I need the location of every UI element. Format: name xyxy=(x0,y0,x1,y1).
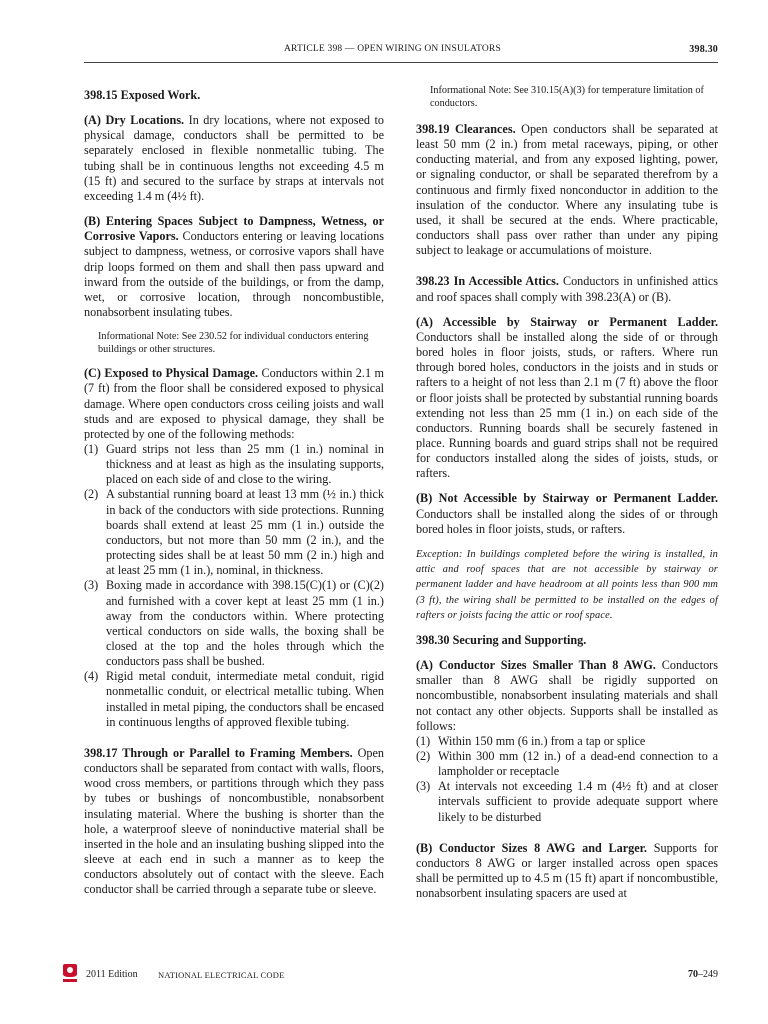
exception-paragraph: Exception: In buildings completed before the wiring is installed, in attic and roof spaces that are not accessible by stairway or permanent ladder and have headroom at all points less than 900 mm (3 ft), the wiring shall be permitted to be installed on the edges of rafters or joists facing the attic or roof space. xyxy=(416,548,718,621)
paragraph-398-23: 398.23 In Accessible Attics. Conductors in unfinished attics and roof spaces shall comply with 398.23(A) or (B). xyxy=(416,274,718,304)
left-column xyxy=(84,88,384,908)
informational-note-230-52: Informational Note: See 230.52 for individual conductors entering buildings or other structures. xyxy=(98,331,369,356)
nfpa-logo-icon xyxy=(62,963,78,983)
paragraph-398-15-b: (B) Entering Spaces Subject to Dampness, Wetness, or Corrosive Vapors. Conductors entering or leaving locations subject to dampness, wetness, or corrosive vapors shall have drip loops formed on them and shall then pass upward and inward from the outside of the buildings, or from the damp, wet, or corrosive location, through noncombustible, nonabsorbent insulating tubes. xyxy=(84,214,384,320)
list-item: (2) Within 300 mm (12 in.) of a dead-end connection to a lampholder or receptacle xyxy=(416,749,718,779)
page-footer xyxy=(60,963,718,985)
list-item: (3) At intervals not exceeding 1.4 m (4½ ft) and at closer intervals sufficient to provide adequate support where likely to be disturbed xyxy=(416,779,718,824)
paragraph-398-17: 398.17 Through or Parallel to Framing Members. Open conductors shall be separated from contact with walls, floors, wood cross members, or partitions through which they pass by tubes or bushings of noncombustible, nonabsorbent insulating material. Where the bushing is shorter than the hole, a waterproof sleeve of noninductive material shall be inserted in the hole and an insulating bushing slipped into the sleeve at each end in such a manner as to keep the conductors absolutely out of contact with the sleeve. Each conductor shall be carried through a separate tube or sleeve. xyxy=(84,745,384,897)
page-number: 70–249 xyxy=(688,969,718,980)
code-name: NATIONAL ELECTRICAL CODE xyxy=(158,970,285,980)
list-item: (2) A substantial running board at least 13 mm (½ in.) thick in back of the conductors with side protections. Running boards shall extend at least 25 mm (1 in.) outside the conductors, but not more than 50 mm (2 in.), and the protecting sides shall be at least 50 mm (2 in.) high and at least 25 mm (1 in.), nominal, in thickness. xyxy=(84,487,384,578)
paragraph-398-23-b: (B) Not Accessible by Stairway or Permanent Ladder. Conductors shall be installed along the sides of or through bored holes in floor joists, studs, or rafters. xyxy=(416,491,718,536)
list-398-15-c xyxy=(84,442,384,730)
informational-note-310-15: Informational Note: See 310.15(A)(3) for temperature limitation of conductors. xyxy=(430,85,704,109)
running-header xyxy=(84,38,718,63)
list-item: (3) Boxing made in accordance with 398.15(C)(1) or (C)(2) and furnished with a cover kept at least 25 mm (1 in.) away from the conductors within. Where protecting vertical conductors on side walls, the boxing shall be closed at the top and the holes through which the conductors pass shall be bushed. xyxy=(84,578,384,669)
list-item: (1) Guard strips not less than 25 mm (1 in.) nominal in thickness and at least as high as the insulating supports, placed on each side of and close to the wiring. xyxy=(84,441,384,487)
paragraph-398-23-a: (A) Accessible by Stairway or Permanent Ladder. Conductors shall be installed along the side of or through bored holes in floor joists, studs, or rafters. Where run through bored holes, conductors in the joists and in studs or rafters to a height of not less than 2.1 m (7 ft) above the floor or floor joists shall be protected by substantial running boards extending not less than 25 mm (1 in.) on each side of the conductors. Running boards shall be securely fastened in place. Running boards and guard strips shall not be required for conductors installed along the sides of joists, studs, or rafters. xyxy=(416,314,718,481)
list-item: (4) Rigid metal conduit, intermediate metal conduit, rigid nonmetallic conduit, or electrical metallic tubing. When installed in metal piping, the conductors shall be encased in continuous lengths of approved flexible tubing. xyxy=(84,669,384,729)
list-398-30-a xyxy=(416,734,718,825)
right-column xyxy=(416,85,718,911)
list-item: (1) Within 150 mm (6 in.) from a tap or splice xyxy=(416,733,646,748)
paragraph-398-15-c: (C) Exposed to Physical Damage. Conductors within 2.1 m (7 ft) from the floor shall be considered exposed to physical damage. Where open conductors cross ceiling joists and wall studs and are exposed to physical damage, they shall be protected by one of the following methods: xyxy=(84,366,384,441)
edition-label: 2011 Edition xyxy=(86,969,138,980)
paragraph-398-19: 398.19 Clearances. Open conductors shall be separated at least 50 mm (2 in.) from metal raceways, piping, or other conducting material, and from any exposed lighting, power, or signaling conductor, or shall be separated therefrom by a continuous and firmly fixed nonconductor in addition to the insulation of the conductor. Where any insulating tube is used, it shall be secured at the ends. Where practicable, conductors shall pass over rather than under any piping subject to leakage or accumulations of moisture. xyxy=(416,122,718,258)
section-number: 398.30 xyxy=(689,44,718,55)
section-398-15-title: 398.15 Exposed Work. xyxy=(84,88,201,102)
paragraph-398-30-a: (A) Conductor Sizes Smaller Than 8 AWG. Conductors smaller than 8 AWG shall be rigidly supported on noncombustible, nonabsorbent insulating materials and shall not contact any other objects. Supports shall be installed as follows: xyxy=(416,658,718,733)
section-398-30-title: 398.30 Securing and Supporting. xyxy=(416,632,587,647)
paragraph-398-30-b: (B) Conductor Sizes 8 AWG and Larger. Supports for conductors 8 AWG or larger installed across open spaces shall be permitted up to 4.5 m (15 ft) apart if noncombustible, nonabsorbent insulating spacers are used at xyxy=(416,840,718,901)
article-title: ARTICLE 398 — OPEN WIRING ON INSULATORS xyxy=(284,44,501,54)
paragraph-398-15-a: (A) Dry Locations. In dry locations, where not exposed to physical damage, conductors shall be permitted to be separately enclosed in flexible nonmetallic tubing. The tubing shall be in continuous lengths not exceeding 4.5 m (15 ft) and secured to the surface by straps at intervals not exceeding 1.4 m (4½ ft). xyxy=(84,113,384,203)
